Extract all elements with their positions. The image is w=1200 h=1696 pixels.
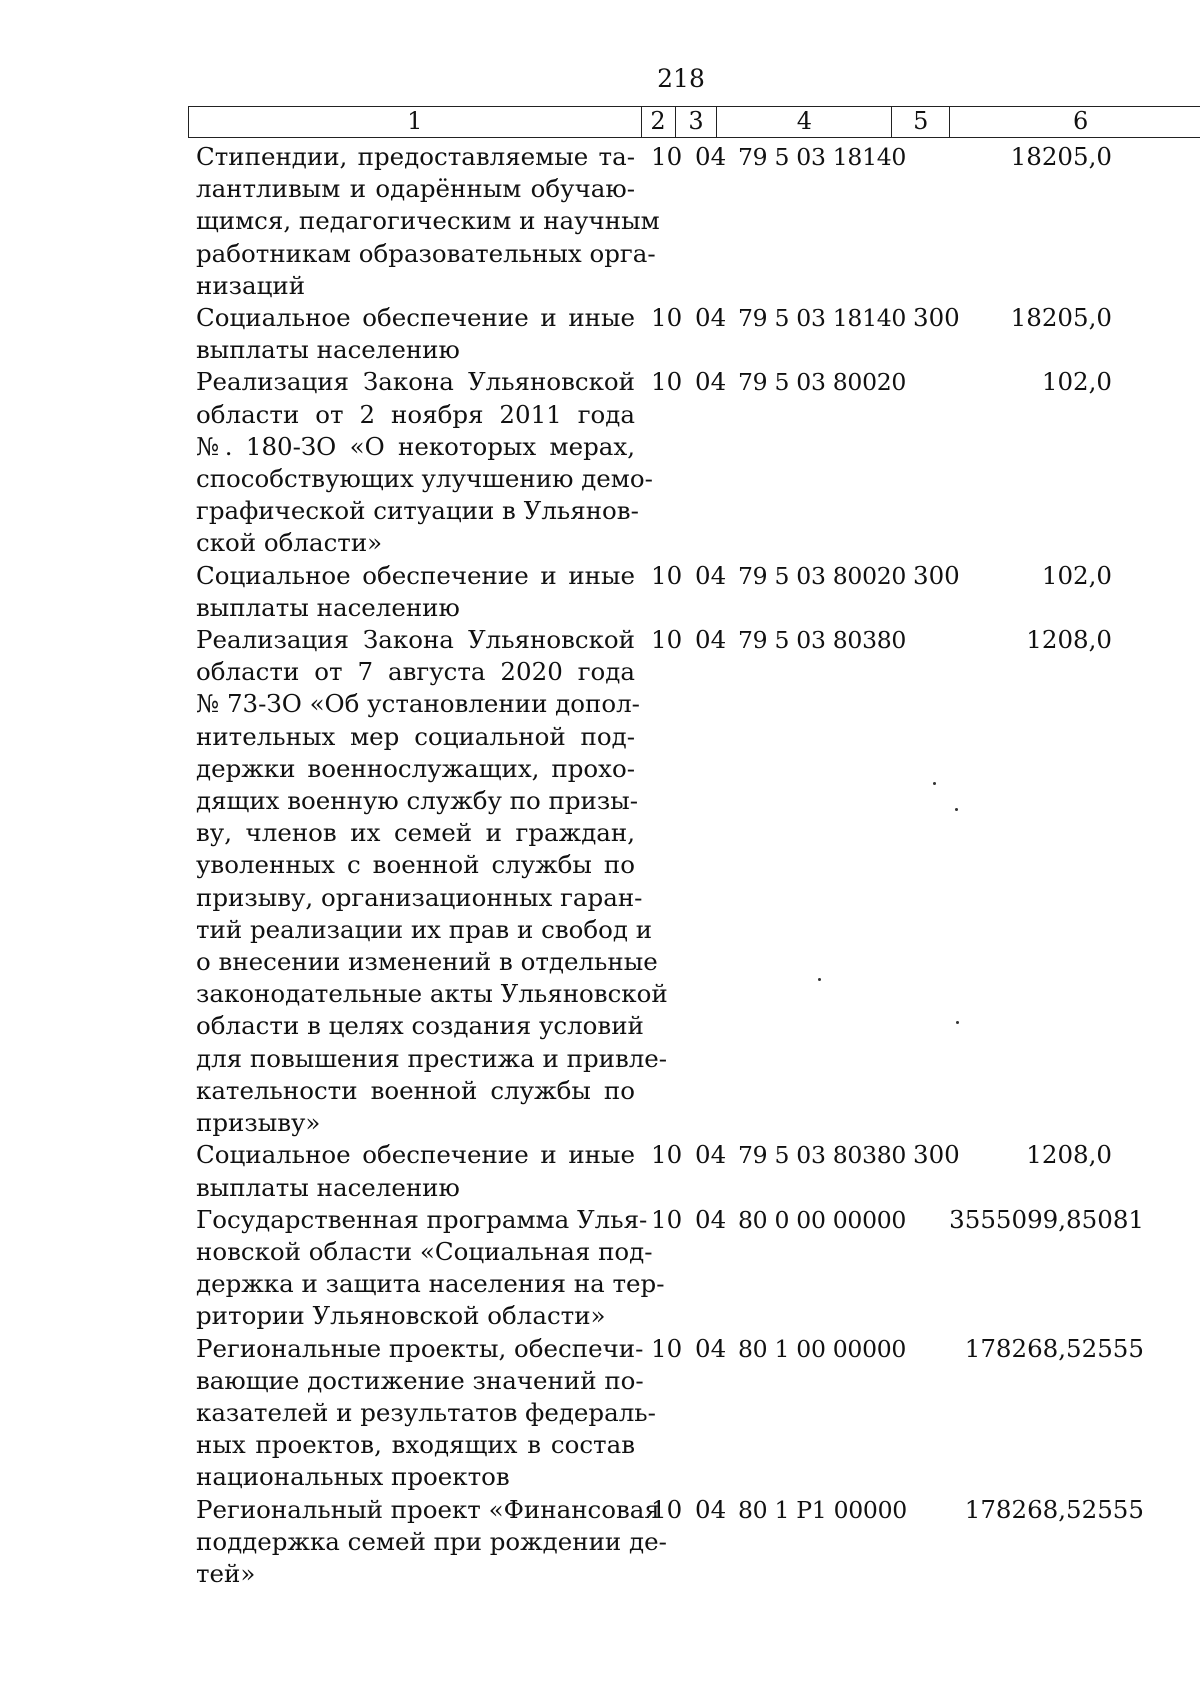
target-article-code: 79 5 03 18140	[738, 304, 907, 333]
page-number: 218	[657, 64, 705, 93]
description-line: Социальное обеспечение и иные	[196, 1140, 635, 1170]
amount: 102,0	[1041, 367, 1112, 397]
description-line: Социальное обеспечение и иные	[196, 303, 635, 333]
description-line: о внесении изменений в отдельные	[196, 947, 658, 977]
header-col-2: 2	[642, 107, 676, 137]
description-line: Социальное обеспечение и иные	[196, 560, 635, 590]
description-line: держки военнослужащих, прохо-	[196, 753, 635, 783]
section-code: 10	[651, 142, 683, 171]
header-col-1: 1	[189, 107, 642, 137]
table-body	[0, 141, 1200, 1590]
expense-type-code: 300	[913, 560, 960, 590]
target-article-code: 79 5 03 80020	[738, 368, 907, 397]
description-line: области от 2 ноября 2011 года	[196, 399, 635, 429]
target-article-code: 80 1 00 00000	[738, 1334, 907, 1363]
subsection-code: 04	[695, 1140, 727, 1170]
description-line: ву, членов их семей и граждан,	[196, 818, 635, 848]
amount: 178268,52555	[964, 1333, 1144, 1363]
description-line: ритории Ульяновской области»	[196, 1301, 606, 1331]
description-line: тий реализации их прав и свобод и	[196, 914, 653, 944]
description-line: уволенных с военной службы по	[196, 850, 635, 880]
scan-speck	[956, 1021, 959, 1024]
subsection-code: 04	[695, 625, 727, 655]
row-description	[196, 141, 660, 302]
subsection-code: 04	[695, 142, 727, 171]
description-line: щимся, педагогическим и научным	[196, 206, 660, 236]
description-line: Региональные проекты, обеспечи-	[196, 1333, 644, 1363]
description-line: ской области»	[196, 528, 383, 558]
table-row	[0, 141, 1200, 302]
description-line: области в целях создания условий	[196, 1011, 644, 1041]
header-col-3: 3	[676, 107, 718, 137]
table-row	[0, 1139, 1200, 1203]
description-line: вающие достижение значений по-	[196, 1365, 644, 1395]
description-line: области от 7 августа 2020 года	[196, 657, 635, 687]
description-line: тей»	[196, 1558, 256, 1588]
target-article-code: 80 1 P1 00000	[738, 1495, 907, 1524]
description-line: № 73-ЗО «Об установлении допол-	[196, 689, 640, 719]
section-code: 10	[651, 1140, 683, 1170]
description-line: выплаты населению	[196, 335, 460, 365]
target-article-code: 79 5 03 80380	[738, 1141, 907, 1170]
subsection-code: 04	[695, 1204, 727, 1234]
description-line: Реализация Закона Ульяновской	[196, 625, 635, 655]
description-line: кательности военной службы по	[196, 1075, 635, 1105]
target-article-code: 79 5 03 80020	[738, 561, 907, 590]
section-code: 10	[651, 367, 683, 397]
subsection-code: 04	[695, 367, 727, 397]
section-code: 10	[651, 1494, 683, 1524]
header-col-5: 5	[892, 107, 950, 137]
amount: 178268,52555	[964, 1494, 1144, 1524]
scan-speck	[955, 808, 958, 811]
amount: 18205,0	[1010, 303, 1112, 333]
row-description	[196, 366, 653, 559]
description-line: призыву»	[196, 1108, 321, 1138]
description-line: Реализация Закона Ульяновской	[196, 367, 635, 397]
description-line: Государственная программа Улья-	[196, 1204, 648, 1234]
scan-speck	[818, 978, 821, 981]
header-col-6: 6	[950, 107, 1200, 137]
description-line: для повышения престижа и привле-	[196, 1043, 668, 1073]
description-line: Стипендии, предоставляемые та-	[196, 142, 635, 171]
description-line: держка и защита населения на тер-	[196, 1269, 665, 1299]
description-line: нительных мер социальной под-	[196, 721, 635, 751]
row-description	[196, 1204, 665, 1333]
table-header	[188, 106, 1200, 138]
description-line: новской области «Социальная под-	[196, 1236, 653, 1266]
description-line: выплаты населению	[196, 592, 460, 622]
description-line: низаций	[196, 270, 306, 300]
description-line: национальных проектов	[196, 1462, 510, 1492]
description-line: казателей и результатов федераль-	[196, 1397, 656, 1427]
table-row	[0, 560, 1200, 624]
table-row	[0, 1333, 1200, 1494]
amount: 18205,0	[1010, 142, 1112, 171]
header-col-4: 4	[717, 107, 892, 137]
row-description	[196, 560, 635, 624]
table-row	[0, 624, 1200, 1139]
subsection-code: 04	[695, 560, 727, 590]
table-row	[0, 302, 1200, 366]
amount: 3555099,85081	[949, 1204, 1144, 1234]
section-code: 10	[651, 1204, 683, 1234]
amount: 1208,0	[1026, 1140, 1112, 1170]
description-line: лантливым и одарённым обучаю-	[196, 174, 635, 204]
section-code: 10	[651, 560, 683, 590]
section-code: 10	[651, 1333, 683, 1363]
table-row	[0, 366, 1200, 559]
description-line: дящих военную службу по призы-	[196, 786, 639, 816]
amount: 1208,0	[1026, 625, 1112, 655]
subsection-code: 04	[695, 1494, 727, 1524]
target-article-code: 79 5 03 18140	[738, 143, 907, 171]
row-description	[196, 1333, 656, 1494]
subsection-code: 04	[695, 303, 727, 333]
expense-type-code: 300	[913, 303, 960, 333]
expense-type-code: 300	[913, 1140, 960, 1170]
table-row	[0, 1494, 1200, 1591]
description-line: №. 180-ЗО «О некоторых мерах,	[196, 431, 635, 461]
section-code: 10	[651, 303, 683, 333]
description-line: призыву, организационных гаран-	[196, 882, 643, 912]
description-line: работникам образовательных орга-	[196, 238, 656, 268]
description-line: законодательные акты Ульяновской	[196, 979, 668, 1009]
target-article-code: 80 0 00 00000	[738, 1205, 907, 1234]
scan-speck	[933, 782, 936, 785]
subsection-code: 04	[695, 1333, 727, 1363]
row-description	[196, 1139, 635, 1203]
description-line: ных проектов, входящих в состав	[196, 1430, 635, 1460]
description-line: поддержка семей при рождении де-	[196, 1526, 667, 1556]
description-line: графической ситуации в Ульянов-	[196, 496, 639, 526]
description-line: способствующих улучшению демо-	[196, 464, 653, 494]
row-description	[196, 302, 635, 366]
target-article-code: 79 5 03 80380	[738, 626, 907, 655]
amount: 102,0	[1041, 560, 1112, 590]
section-code: 10	[651, 625, 683, 655]
description-line: выплаты населению	[196, 1172, 460, 1202]
description-line: Региональный проект «Финансовая	[196, 1494, 660, 1524]
table-row	[0, 1204, 1200, 1333]
